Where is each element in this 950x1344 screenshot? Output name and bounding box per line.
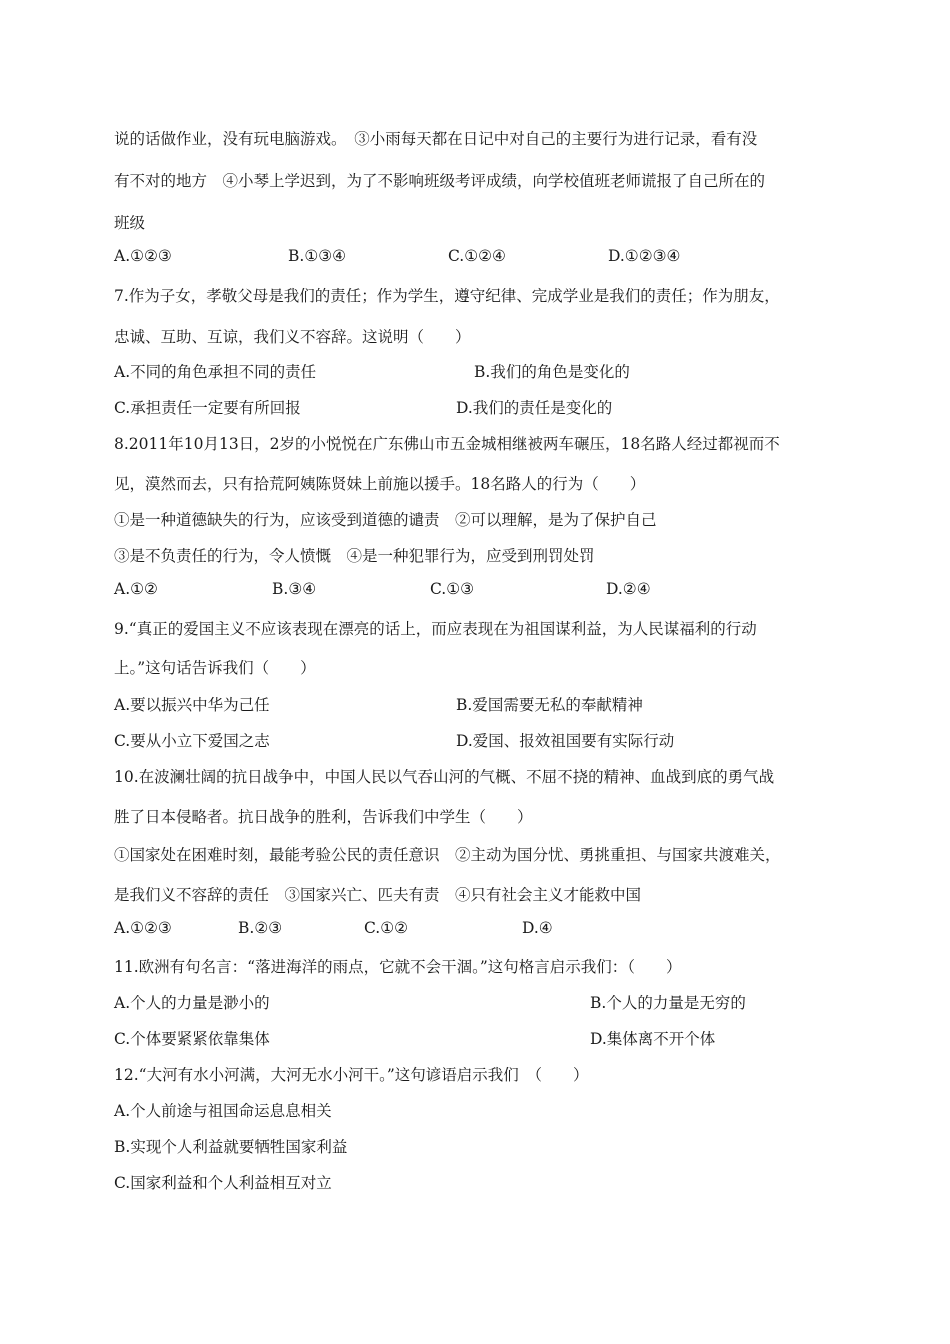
q7-option-c: C.承担责任一定要有所回报 — [114, 399, 301, 417]
q11-option-b: B.个人的力量是无穷的 — [590, 994, 746, 1012]
q10-option-a: A.①②③ — [114, 919, 172, 937]
q11-option-a: A.个人的力量是渺小的 — [114, 994, 270, 1012]
q8-option-d: D.②④ — [606, 580, 651, 598]
q7-stem-line-2: 忠诚、互助、互谅，我们义不容辞。这说明（ ） — [114, 328, 471, 346]
q8-item-line-1: ①是一种道德缺失的行为，应该受到道德的谴责 ②可以理解，是为了保护自己 — [114, 511, 657, 529]
q6-option-b: B.①③④ — [288, 247, 347, 265]
q12-option-c: C.国家利益和个人利益相互对立 — [114, 1174, 332, 1192]
q10-option-b: B.②③ — [238, 919, 283, 937]
q6-option-c: C.①②④ — [448, 247, 506, 265]
q8-stem-line-1: 8.2011年10月13日，2岁的小悦悦在广东佛山市五金城相继被两车碾压，18名路人经过都视而不 — [114, 435, 780, 453]
q10-item-line-2: 是我们义不容辞的责任 ③国家兴亡、匹夫有责 ④只有社会主义才能救中国 — [114, 886, 642, 904]
q9-option-a: A.要以振兴中华为己任 — [114, 696, 270, 714]
q8-option-b: B.③④ — [272, 580, 317, 598]
q8-option-a: A.①② — [114, 580, 158, 598]
q9-stem-line-1: 9.“真正的爱国主义不应该表现在漂亮的话上，而应表现在为祖国谋利益，为人民谋福利的行动 — [114, 620, 757, 638]
q12-stem: 12.“大河有水小河满，大河无水小河干。”这句谚语启示我们 （ ） — [114, 1066, 589, 1084]
q9-stem-line-2: 上。”这句话告诉我们（ ） — [114, 659, 316, 677]
q6-continued-line-1: 说的话做作业，没有玩电脑游戏。 ③小雨每天都在日记中对自己的主要行为进行记录，看有没 — [114, 130, 758, 148]
q10-stem-line-2: 胜了日本侵略者。抗日战争的胜利，告诉我们中学生（ ） — [114, 808, 533, 826]
q9-option-c: C.要从小立下爱国之志 — [114, 732, 270, 750]
q10-stem-line-1: 10.在波澜壮阔的抗日战争中，中国人民以气吞山河的气概、不屈不挠的精神、血战到底的勇气战 — [114, 768, 775, 786]
q12-option-b: B.实现个人利益就要牺牲国家利益 — [114, 1138, 348, 1156]
q8-item-line-2: ③是不负责任的行为，令人愤慨 ④是一种犯罪行为，应受到刑罚处罚 — [114, 547, 595, 565]
q10-option-d: D.④ — [522, 919, 553, 937]
q11-option-c: C.个体要紧紧依靠集体 — [114, 1030, 270, 1048]
q10-option-c: C.①② — [364, 919, 409, 937]
q7-stem-line-1: 7.作为子女，孝敬父母是我们的责任；作为学生，遵守纪律、完成学业是我们的责任；作为朋友， — [114, 287, 780, 305]
q11-stem: 11.欧洲有句名言：“落进海洋的雨点，它就不会干涸。”这句格言启示我们：（ ） — [114, 958, 682, 976]
q6-option-a: A.①②③ — [114, 247, 172, 265]
q6-option-d: D.①②③④ — [608, 247, 681, 265]
q8-option-c: C.①③ — [430, 580, 475, 598]
q9-option-b: B.爱国需要无私的奉献精神 — [456, 696, 643, 714]
q7-option-a: A.不同的角色承担不同的责任 — [114, 363, 317, 381]
q11-option-d: D.集体离不开个体 — [590, 1030, 716, 1048]
q12-option-a: A.个人前途与祖国命运息息相关 — [114, 1102, 332, 1120]
q6-continued-line-3: 班级 — [114, 214, 146, 232]
q8-stem-line-2: 见，漠然而去，只有拾荒阿姨陈贤妹上前施以援手。18名路人的行为（ ） — [114, 475, 646, 493]
q7-option-d: D.我们的责任是变化的 — [456, 399, 613, 417]
q10-item-line-1: ①国家处在困难时刻，最能考验公民的责任意识 ②主动为国分忧、勇挑重担、与国家共渡难关， — [114, 846, 781, 864]
q7-option-b: B.我们的角色是变化的 — [474, 363, 630, 381]
q6-continued-line-2: 有不对的地方 ④小琴上学迟到，为了不影响班级考评成绩，向学校值班老师谎报了自己所在的 — [114, 172, 766, 190]
q9-option-d: D.爱国、报效祖国要有实际行动 — [456, 732, 675, 750]
